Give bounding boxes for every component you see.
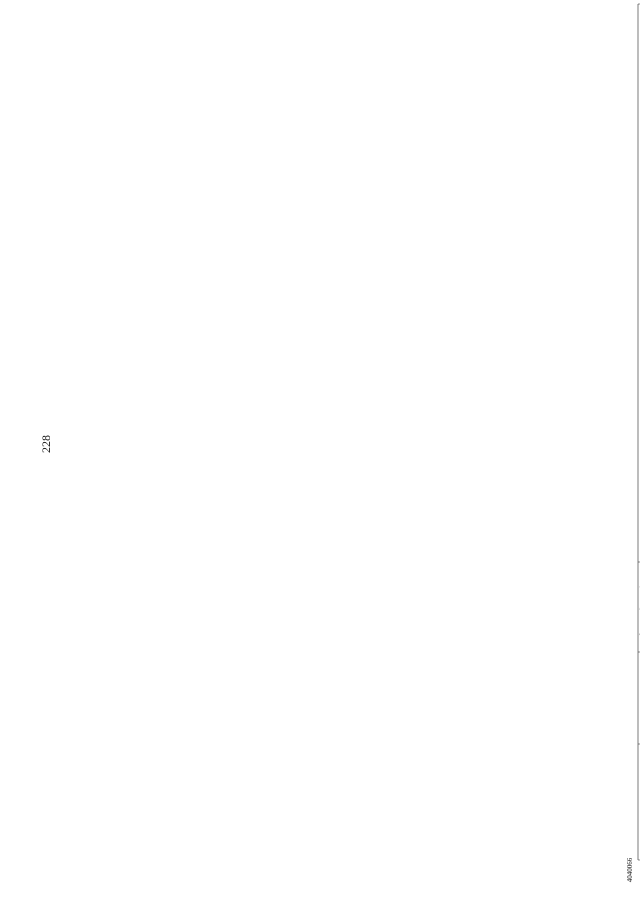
document-code: 4040066	[626, 857, 634, 883]
page-number: 228	[39, 435, 53, 453]
